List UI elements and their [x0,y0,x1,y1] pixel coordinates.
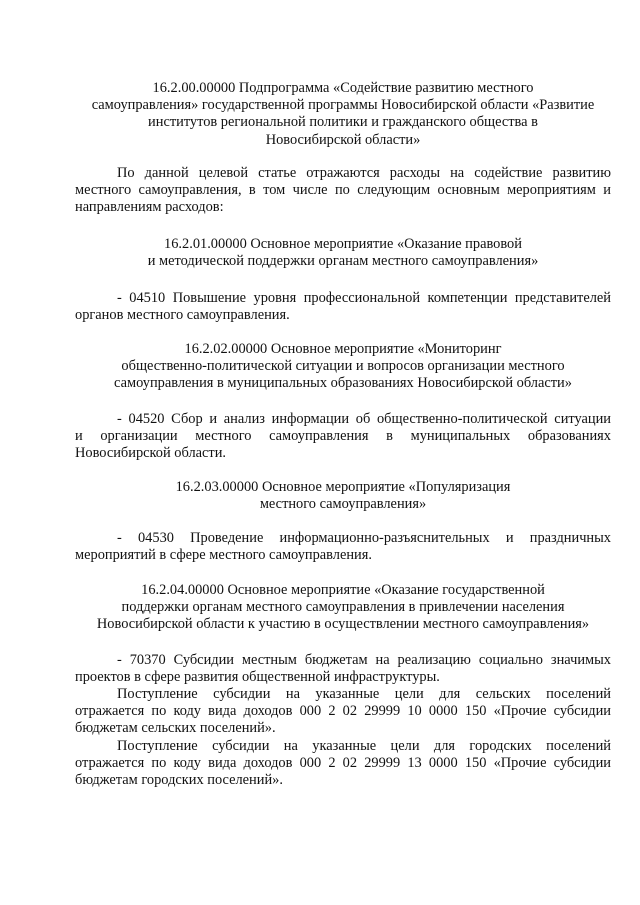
paragraph-line: направлениям расходов: [75,199,224,216]
paragraph-line: Новосибирской области. [75,445,226,462]
paragraph-line: отражается по коду вида доходов 000 2 02 29999 13 0000 150 «Прочие субсидии [75,755,611,772]
paragraph-line: По данной целевой статье отражаются расходы на содействие развитию [117,165,611,181]
paragraph-line: местного самоуправления, в том числе по следующим основным мероприятиям и [75,182,611,199]
event2-item [75,411,611,463]
paragraph-line: проектов в сфере развития общественной инфраструктуры. [75,669,440,686]
heading-line: поддержки органам местного самоуправления в привлечении населения [121,599,565,616]
heading-line: 16.2.02.00000 Основное мероприятие «Мониторинг [184,341,502,357]
paragraph-line: и организации местного самоуправления в муниципальных образованиях [75,428,611,445]
subprogram-heading [75,80,611,149]
paragraph-line: - 04510 Повышение уровня профессиональной компетенции представителей [117,290,611,306]
heading-line: самоуправления» государственной программы Новосибирской области «Развитие [91,97,595,114]
paragraph-line: бюджетам сельских поселений». [75,720,276,737]
heading-line: 16.2.00.00000 Подпрограмма «Содействие развитию местного [152,80,534,96]
event4-item [75,652,611,686]
event3-heading [75,479,611,513]
urban-subsidy-paragraph [75,738,611,790]
paragraph-line: отражается по коду вида доходов 000 2 02 29999 10 0000 150 «Прочие субсидии [75,703,611,720]
paragraph-line: мероприятий в сфере местного самоуправления. [75,547,372,564]
event2-heading [75,341,611,393]
heading-line: Новосибирской области к участию в осуществлении местного самоуправления» [96,616,590,633]
heading-line: общественно-политической ситуации и вопросов организации местного [121,358,565,375]
heading-line: местного самоуправления» [259,496,427,513]
heading-line: самоуправления в муниципальных образованиях Новосибирской области» [114,375,572,392]
event4-heading [75,582,611,634]
heading-line: 16.2.04.00000 Основное мероприятие «Оказание государственной [141,582,545,598]
paragraph-line: - 70370 Субсидии местным бюджетам на реализацию социально значимых [117,652,611,668]
heading-line: институтов региональной политики и гражданского общества в [148,114,538,131]
event1-item [75,290,611,324]
paragraph-line: - 04530 Проведение информационно-разъяснительных и праздничных [117,530,611,546]
paragraph-line: органов местного самоуправления. [75,307,290,324]
paragraph-line: - 04520 Сбор и анализ информации об общественно-политической ситуации [117,411,611,427]
paragraph-line: Поступление субсидии на указанные цели для городских поселений [117,738,611,754]
intro-paragraph [75,165,611,217]
heading-line: 16.2.03.00000 Основное мероприятие «Популяризация [175,479,511,495]
rural-subsidy-paragraph [75,686,611,738]
heading-line: 16.2.01.00000 Основное мероприятие «Оказание правовой [164,236,522,252]
heading-line: Новосибирской области» [265,131,421,148]
heading-line: и методической поддержки органам местного самоуправления» [147,253,539,270]
event3-item [75,530,611,564]
paragraph-line: Поступление субсидии на указанные цели для сельских поселений [117,686,611,702]
paragraph-line: бюджетам городских поселений». [75,772,283,789]
event1-heading [75,236,611,270]
